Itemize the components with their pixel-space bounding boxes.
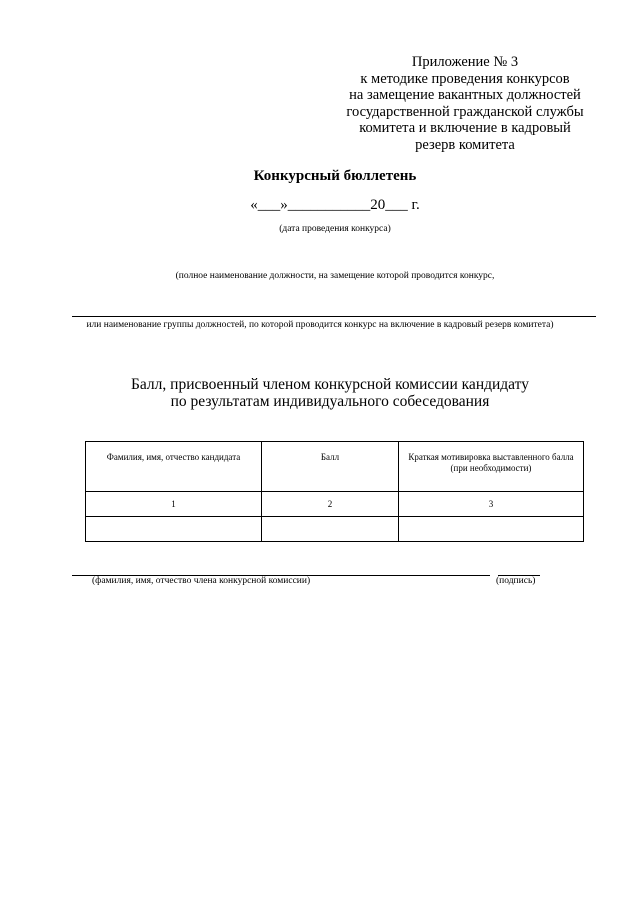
position-fill-line <box>72 316 596 317</box>
date-caption: (дата проведения конкурса) <box>279 224 391 234</box>
signature-caption: (подпись) <box>496 576 536 586</box>
date-field: «___»___________20___ г. <box>250 197 420 213</box>
appendix-line: к методике проведения конкурсов <box>360 70 570 87</box>
header-score: Балл <box>262 442 399 492</box>
column-number: 1 <box>86 492 262 517</box>
header-motivation: Краткая мотивировка выставленного балла (при необходимости) <box>399 442 584 492</box>
score-heading-line-2: по результатам индивидуального собеседования <box>170 393 490 410</box>
document-title: Конкурсный бюллетень <box>253 168 417 184</box>
appendix-line: резерв комитета <box>415 136 515 153</box>
candidate-name-cell <box>86 517 262 542</box>
score-heading <box>60 376 600 410</box>
appendix-block <box>300 54 630 154</box>
column-number: 2 <box>262 492 399 517</box>
score-heading-line-1: Балл, присвоенный членом конкурсной комиссии кандидату <box>131 376 529 393</box>
table-row <box>86 517 584 542</box>
member-name-caption: (фамилия, имя, отчество члена конкурсной комиссии) <box>92 576 311 586</box>
table-header-row <box>86 442 584 492</box>
column-number: 3 <box>399 492 584 517</box>
motivation-cell <box>399 517 584 542</box>
header-candidate-name: Фамилия, имя, отчество кандидата <box>86 442 262 492</box>
table-column-numbers-row <box>86 492 584 517</box>
appendix-line: комитета и включение в кадровый <box>359 120 571 137</box>
appendix-line: на замещение вакантных должностей <box>349 87 581 104</box>
ballot-table <box>85 441 584 542</box>
appendix-line: Приложение № 3 <box>411 54 519 70</box>
position-caption-line-2: или наименование группы должностей, по которой проводится конкурс на включение в кадровый резерв комитета) <box>86 320 554 330</box>
position-caption-line-1: (полное наименование должности, на замещение которой проводится конкурс, <box>175 271 495 281</box>
score-cell <box>262 517 399 542</box>
appendix-line: государственной гражданской службы <box>346 103 584 120</box>
